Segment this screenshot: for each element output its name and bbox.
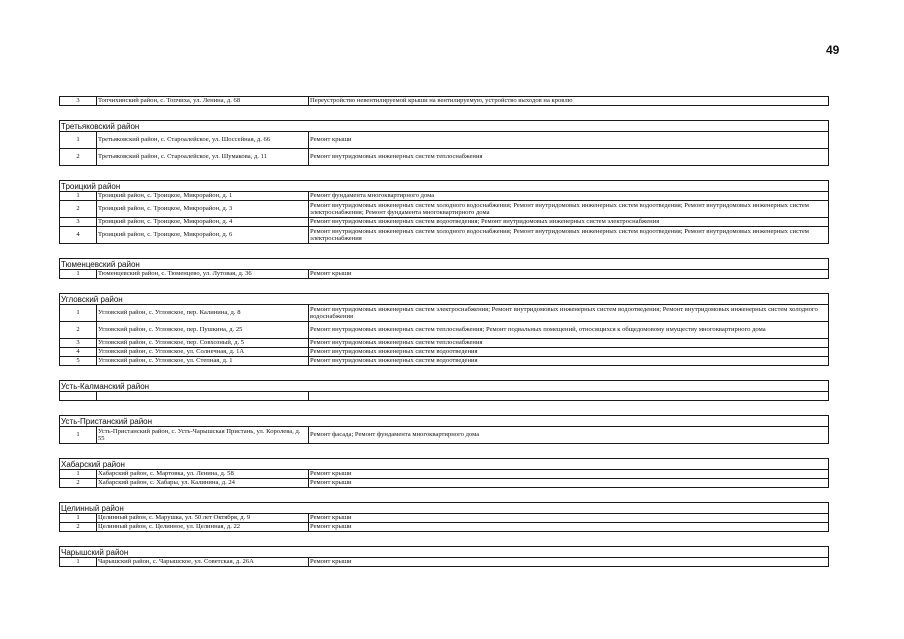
row-work: Ремонт внутридомовых инженерных систем холодного водоснабжения; Ремонт внутридомовых инженерных систем водоотведения; Ремонт внутридомовых инженерных систем электроснабжения bbox=[309, 227, 829, 244]
row-address: Целинный район, с. Марушка, ул. 50 лет Октября, д. 9 bbox=[97, 514, 309, 523]
row-work: Ремонт внутридомовых инженерных систем водоотведения bbox=[309, 348, 829, 357]
table-row bbox=[60, 132, 829, 149]
row-number: 4 bbox=[60, 227, 97, 244]
table-row bbox=[60, 218, 829, 227]
row-number: 1 bbox=[60, 192, 97, 201]
row-address: Целинный район, с. Целинное, ул. Целинная, д. 22 bbox=[97, 523, 309, 532]
row-work: Переустройство невентилируемой крыши на вентилируемую, устройство выходов на кровлю bbox=[309, 97, 829, 106]
district-header bbox=[60, 181, 829, 192]
row-address: Троицкий район, с. Троицкое, Микрорайон, д. 1 bbox=[97, 192, 309, 201]
table-row bbox=[60, 470, 829, 479]
row-number: 2 bbox=[60, 479, 97, 488]
row-work: Ремонт крыши bbox=[309, 132, 829, 149]
district-header bbox=[60, 416, 829, 427]
row-address bbox=[97, 392, 309, 401]
row-work: Ремонт крыши bbox=[309, 270, 829, 279]
row-address: Хабарский район, с. Хабары, ул. Калинина, д. 24 bbox=[97, 479, 309, 488]
section-spacer bbox=[60, 244, 829, 259]
section-spacer bbox=[60, 366, 829, 381]
section-spacer bbox=[60, 444, 829, 459]
row-number: 2 bbox=[60, 322, 97, 339]
district-header bbox=[60, 503, 829, 514]
district-name: Хабарский район bbox=[60, 459, 829, 470]
page-number: 49 bbox=[826, 43, 840, 57]
row-work: Ремонт внутридомовых инженерных систем теплоснабжения bbox=[309, 339, 829, 348]
district-name: Угловский район bbox=[60, 294, 829, 305]
row-address: Угловский район, с. Угловское, пер. Калинина, д. 8 bbox=[97, 305, 309, 322]
row-address: Третьяковский район, с. Староалейское, ул. Шоссейная, д. 66 bbox=[97, 132, 309, 149]
row-number: 3 bbox=[60, 97, 97, 106]
row-number: 1 bbox=[60, 470, 97, 479]
row-address: Усть-Пристанский район, с. Усть-Чарышская Пристань, ул. Королева, д. 55 bbox=[97, 427, 309, 444]
row-work bbox=[309, 392, 829, 401]
district-name: Третьяковский район bbox=[60, 121, 829, 132]
row-work: Ремонт фундамента многоквартирного дома bbox=[309, 192, 829, 201]
row-address: Угловский район, с. Угловское, ул. Солнечная, д. 1А bbox=[97, 348, 309, 357]
spacer-cell bbox=[60, 532, 829, 547]
district-header bbox=[60, 121, 829, 132]
district-name: Троицкий район bbox=[60, 181, 829, 192]
spacer-cell bbox=[60, 279, 829, 294]
table-row bbox=[60, 479, 829, 488]
row-work: Ремонт крыши bbox=[309, 514, 829, 523]
row-number: 2 bbox=[60, 149, 97, 166]
section-spacer bbox=[60, 532, 829, 547]
table-row bbox=[60, 192, 829, 201]
section-spacer bbox=[60, 401, 829, 416]
spacer-cell bbox=[60, 444, 829, 459]
table-row bbox=[60, 348, 829, 357]
district-header bbox=[60, 381, 829, 392]
table-row bbox=[60, 201, 829, 218]
row-number: 1 bbox=[60, 514, 97, 523]
district-header bbox=[60, 547, 829, 558]
row-address: Третьяковский район, с. Староалейское, ул. Шумакова, д. 11 bbox=[97, 149, 309, 166]
row-number: 3 bbox=[60, 339, 97, 348]
district-header bbox=[60, 459, 829, 470]
district-header bbox=[60, 259, 829, 270]
table-row bbox=[60, 305, 829, 322]
table-row bbox=[60, 514, 829, 523]
row-number: 1 bbox=[60, 132, 97, 149]
table-row bbox=[60, 97, 829, 106]
row-number: 3 bbox=[60, 218, 97, 227]
row-address: Хабарский район, с. Мартовка, ул. Ленина, д. 58 bbox=[97, 470, 309, 479]
table-row bbox=[60, 227, 829, 244]
row-work: Ремонт внутридомовых инженерных систем водоотведения; Ремонт внутридомовых инженерных систем электроснабжения bbox=[309, 218, 829, 227]
section-spacer bbox=[60, 488, 829, 503]
row-number: 2 bbox=[60, 201, 97, 218]
spacer-cell bbox=[60, 106, 829, 121]
repair-schedule-table bbox=[59, 96, 828, 567]
table-row bbox=[60, 149, 829, 166]
row-work: Ремонт внутридомовых инженерных систем водоотведения bbox=[309, 357, 829, 366]
district-name: Чарышский район bbox=[60, 547, 829, 558]
table-row bbox=[60, 270, 829, 279]
row-number: 4 bbox=[60, 348, 97, 357]
row-address: Угловский район, с. Угловское, пер. Совхозный, д. 5 bbox=[97, 339, 309, 348]
district-name: Тюменцевский район bbox=[60, 259, 829, 270]
row-address: Угловский район, с. Угловское, пер. Пушкина, д. 25 bbox=[97, 322, 309, 339]
row-work: Ремонт крыши bbox=[309, 523, 829, 532]
row-number bbox=[60, 392, 97, 401]
row-number: 1 bbox=[60, 305, 97, 322]
row-number: 1 bbox=[60, 270, 97, 279]
row-address: Топчихинский район, с. Топчиха, ул. Ленина, д. 68 bbox=[97, 97, 309, 106]
district-name: Усть-Калманский район bbox=[60, 381, 829, 392]
spacer-cell bbox=[60, 401, 829, 416]
table-row bbox=[60, 322, 829, 339]
spacer-cell bbox=[60, 488, 829, 503]
table-row bbox=[60, 392, 829, 401]
section-spacer bbox=[60, 106, 829, 121]
spacer-cell bbox=[60, 366, 829, 381]
table-row bbox=[60, 523, 829, 532]
table-row bbox=[60, 558, 829, 567]
table-row bbox=[60, 427, 829, 444]
spacer-cell bbox=[60, 244, 829, 259]
row-work: Ремонт внутридомовых инженерных систем теплоснабжения; Ремонт подвальных помещений, относящихся к общедомовому имуществу многоквартирного дома bbox=[309, 322, 829, 339]
row-number: 2 bbox=[60, 523, 97, 532]
district-header bbox=[60, 294, 829, 305]
row-address: Тюменцевский район, с. Тюменцево, ул. Лутовая, д. 36 bbox=[97, 270, 309, 279]
section-spacer bbox=[60, 166, 829, 181]
row-number: 5 bbox=[60, 357, 97, 366]
row-work: Ремонт крыши bbox=[309, 479, 829, 488]
row-work: Ремонт внутридомовых инженерных систем теплоснабжения bbox=[309, 149, 829, 166]
row-address: Троицкий район, с. Троицкое, Микрорайон, д. 6 bbox=[97, 227, 309, 244]
district-name: Целинный район bbox=[60, 503, 829, 514]
row-address: Троицкий район, с. Троицкое, Микрорайон, д. 4 bbox=[97, 218, 309, 227]
row-work: Ремонт крыши bbox=[309, 470, 829, 479]
row-address: Угловский район, с. Угловское, ул. Степная, д. 1 bbox=[97, 357, 309, 366]
table-row bbox=[60, 339, 829, 348]
table-row bbox=[60, 357, 829, 366]
row-address: Чарышский район, с. Чарышское, ул. Советская, д. 26А bbox=[97, 558, 309, 567]
row-address: Троицкий район, с. Троицкое, Микрорайон, д. 3 bbox=[97, 201, 309, 218]
row-work: Ремонт внутридомовых инженерных систем электроснабжения; Ремонт внутридомовых инженерных систем водоотведения; Ремонт внутридомовых инженерных систем холодного водоснабжения bbox=[309, 305, 829, 322]
row-work: Ремонт крыши bbox=[309, 558, 829, 567]
row-number: 1 bbox=[60, 558, 97, 567]
row-work: Ремонт фасада; Ремонт фундамента многоквартирного дома bbox=[309, 427, 829, 444]
section-spacer bbox=[60, 279, 829, 294]
district-name: Усть-Пристанский район bbox=[60, 416, 829, 427]
row-work: Ремонт внутридомовых инженерных систем холодного водоснабжения; Ремонт внутридомовых инженерных систем водоотведения; Ремонт внутридомовых инженерных систем электроснабжения; Ремонт фундамента многоквартирного дома bbox=[309, 201, 829, 218]
row-number: 1 bbox=[60, 427, 97, 444]
spacer-cell bbox=[60, 166, 829, 181]
